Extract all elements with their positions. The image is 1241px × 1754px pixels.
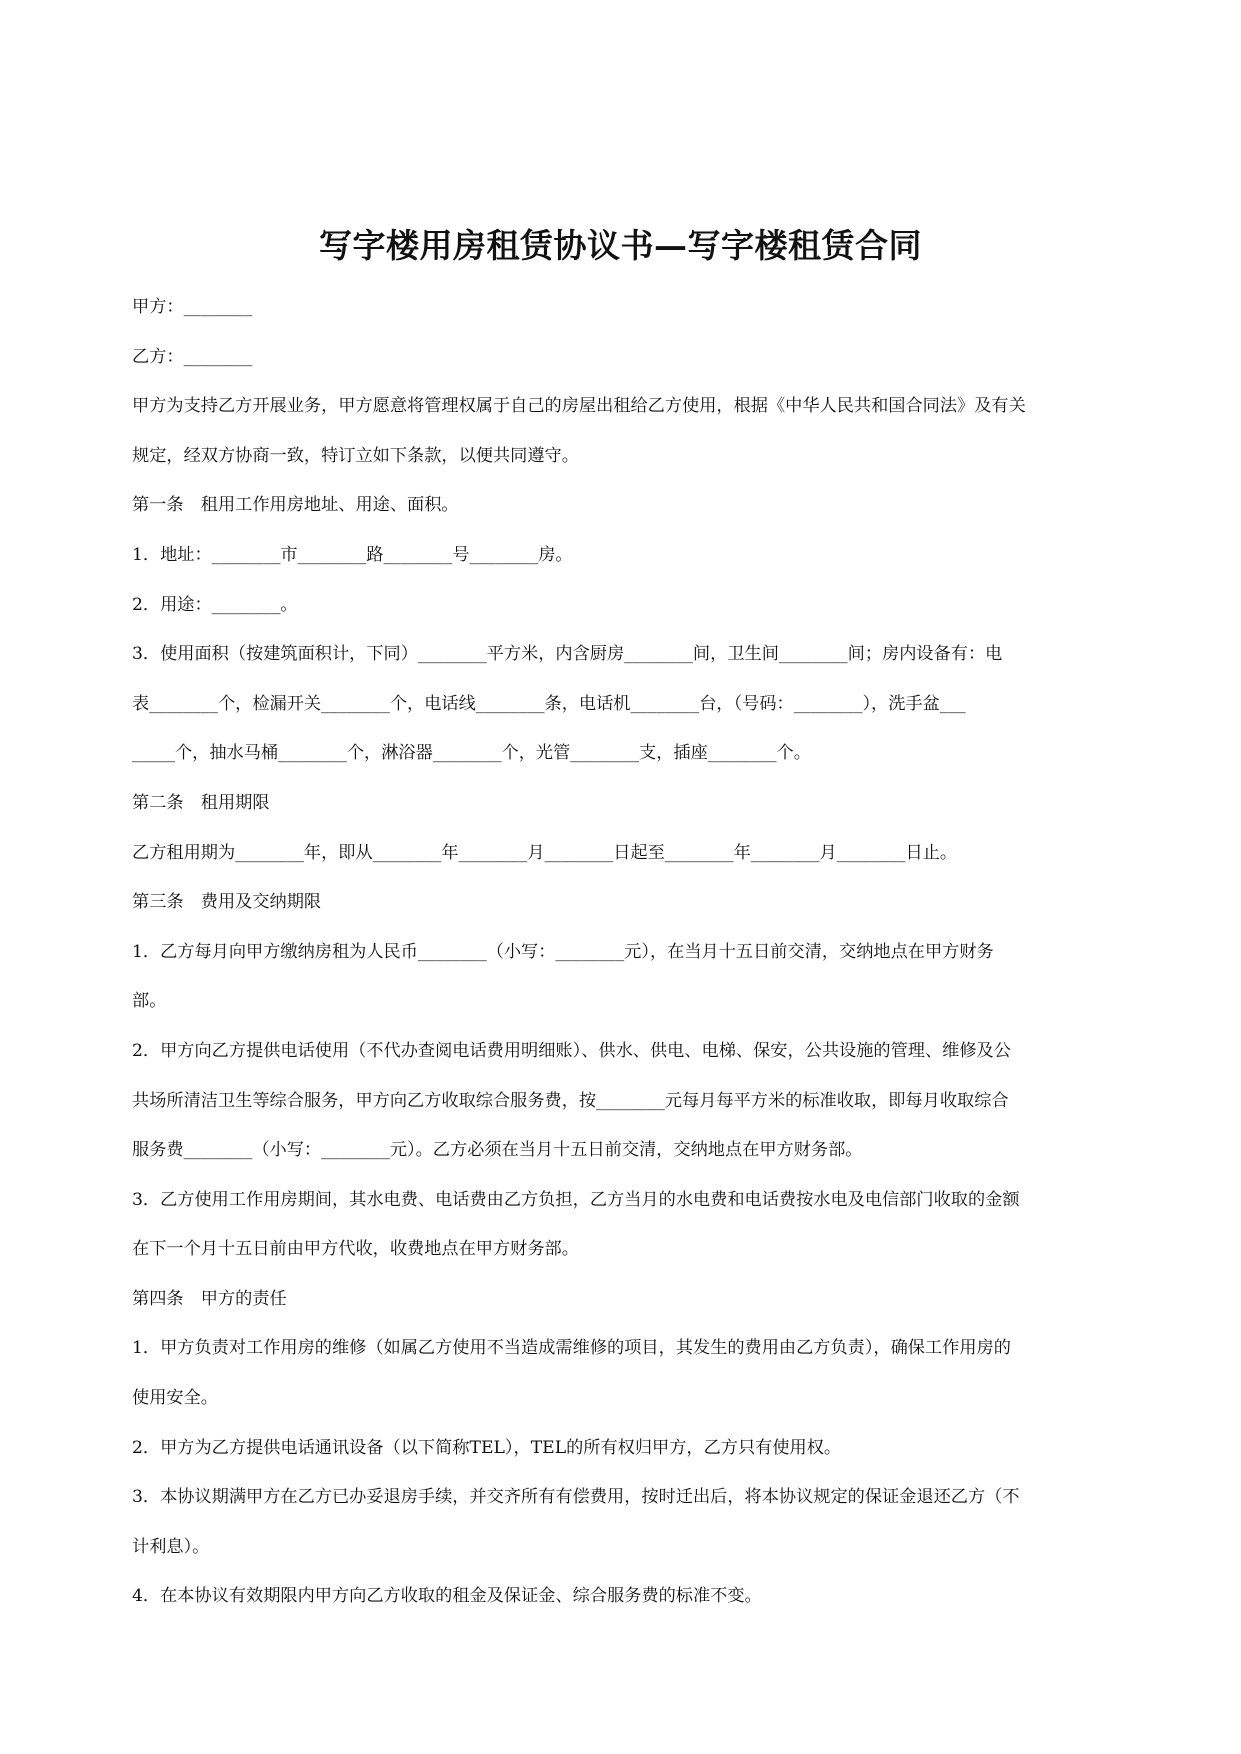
article-3-heading: 第三条 费用及交纳期限 [132, 892, 322, 913]
clause-line: 1．地址：________市________路________号________房。 [132, 544, 573, 565]
clause-line: 使用安全。 [132, 1388, 218, 1409]
clause-line: 3．本协议期满甲方在乙方已办妥退房手续，并交齐所有有偿费用，按时迁出后，将本协议规定的保证金退还乙方（不 [132, 1487, 1020, 1508]
party-b-line: 乙方：________ [132, 346, 253, 367]
clause-line: 1．乙方每月向甲方缴纳房租为人民币________（小写：________元），在当月十五日前交清，交纳地点在甲方财务 [132, 941, 994, 962]
clause-line: 4．在本协议有效期限内甲方向乙方收取的租金及保证金、综合服务费的标准不变。 [132, 1586, 762, 1607]
article-4-heading: 第四条 甲方的责任 [132, 1288, 287, 1309]
clause-line: 3．使用面积（按建筑面积计，下同）________平方米，内含厨房________间，卫生间________间；房内设备有：电 [132, 644, 1003, 665]
preamble-line: 甲方为支持乙方开展业务，甲方愿意将管理权属于自己的房屋出租给乙方使用，根据《中华人民共和国合同法》及有关 [132, 396, 1026, 417]
preamble-line: 规定，经双方协商一致，特订立如下条款，以便共同遵守。 [132, 445, 579, 466]
party-a-line: 甲方：________ [132, 297, 253, 317]
clause-line: _____个，抽水马桶________个，淋浴器________个，光管________支，插座________个。 [132, 743, 811, 764]
clause-line: 2．甲方向乙方提供电话使用（不代办查阅电话费用明细账）、供水、供电、电梯、保安，公共设施的管理、维修及公 [132, 1040, 1011, 1061]
document-body [132, 283, 1110, 1622]
clause-line: 服务费________（小写：________元）。乙方必须在当月十五日前交清，交纳地点在甲方财务部。 [132, 1140, 863, 1161]
clause-line: 2．用途：________。 [132, 594, 298, 615]
clause-line: 2．甲方为乙方提供电话通讯设备（以下简称TEL），TEL的所有权归甲方，乙方只有使用权。 [132, 1437, 842, 1458]
article-2-heading: 第二条 租用期限 [132, 792, 270, 813]
clause-line: 共场所清洁卫生等综合服务，甲方向乙方收取综合服务费，按________元每月每平方米的标准收取，即每月收取综合 [132, 1090, 1009, 1111]
article-1-heading: 第一条 租用工作用房地址、用途、面积。 [132, 495, 459, 516]
clause-line: 1．甲方负责对工作用房的维修（如属乙方使用不当造成需维修的项目，其发生的费用由乙方负责），确保工作用房的 [132, 1338, 1011, 1359]
clause-line: 计利息）。 [132, 1536, 210, 1557]
clause-line: 在下一个月十五日前由甲方代收，收费地点在甲方财务部。 [132, 1239, 579, 1260]
document-title: 写字楼用房租赁协议书—写字楼租赁合同 [319, 226, 922, 265]
clause-line: 乙方租用期为________年，即从________年________月________日起至________年________月________日止。 [132, 842, 958, 863]
clause-line: 部。 [132, 991, 167, 1012]
clause-line: 3．乙方使用工作用房期间，其水电费、电话费由乙方负担，乙方当月的水电费和电话费按水电及电信部门收取的金额 [132, 1189, 1020, 1210]
clause-line: 表________个，检漏开关________个，电话线________条，电话机________台，（号码：________），洗手盆___ [132, 693, 966, 714]
